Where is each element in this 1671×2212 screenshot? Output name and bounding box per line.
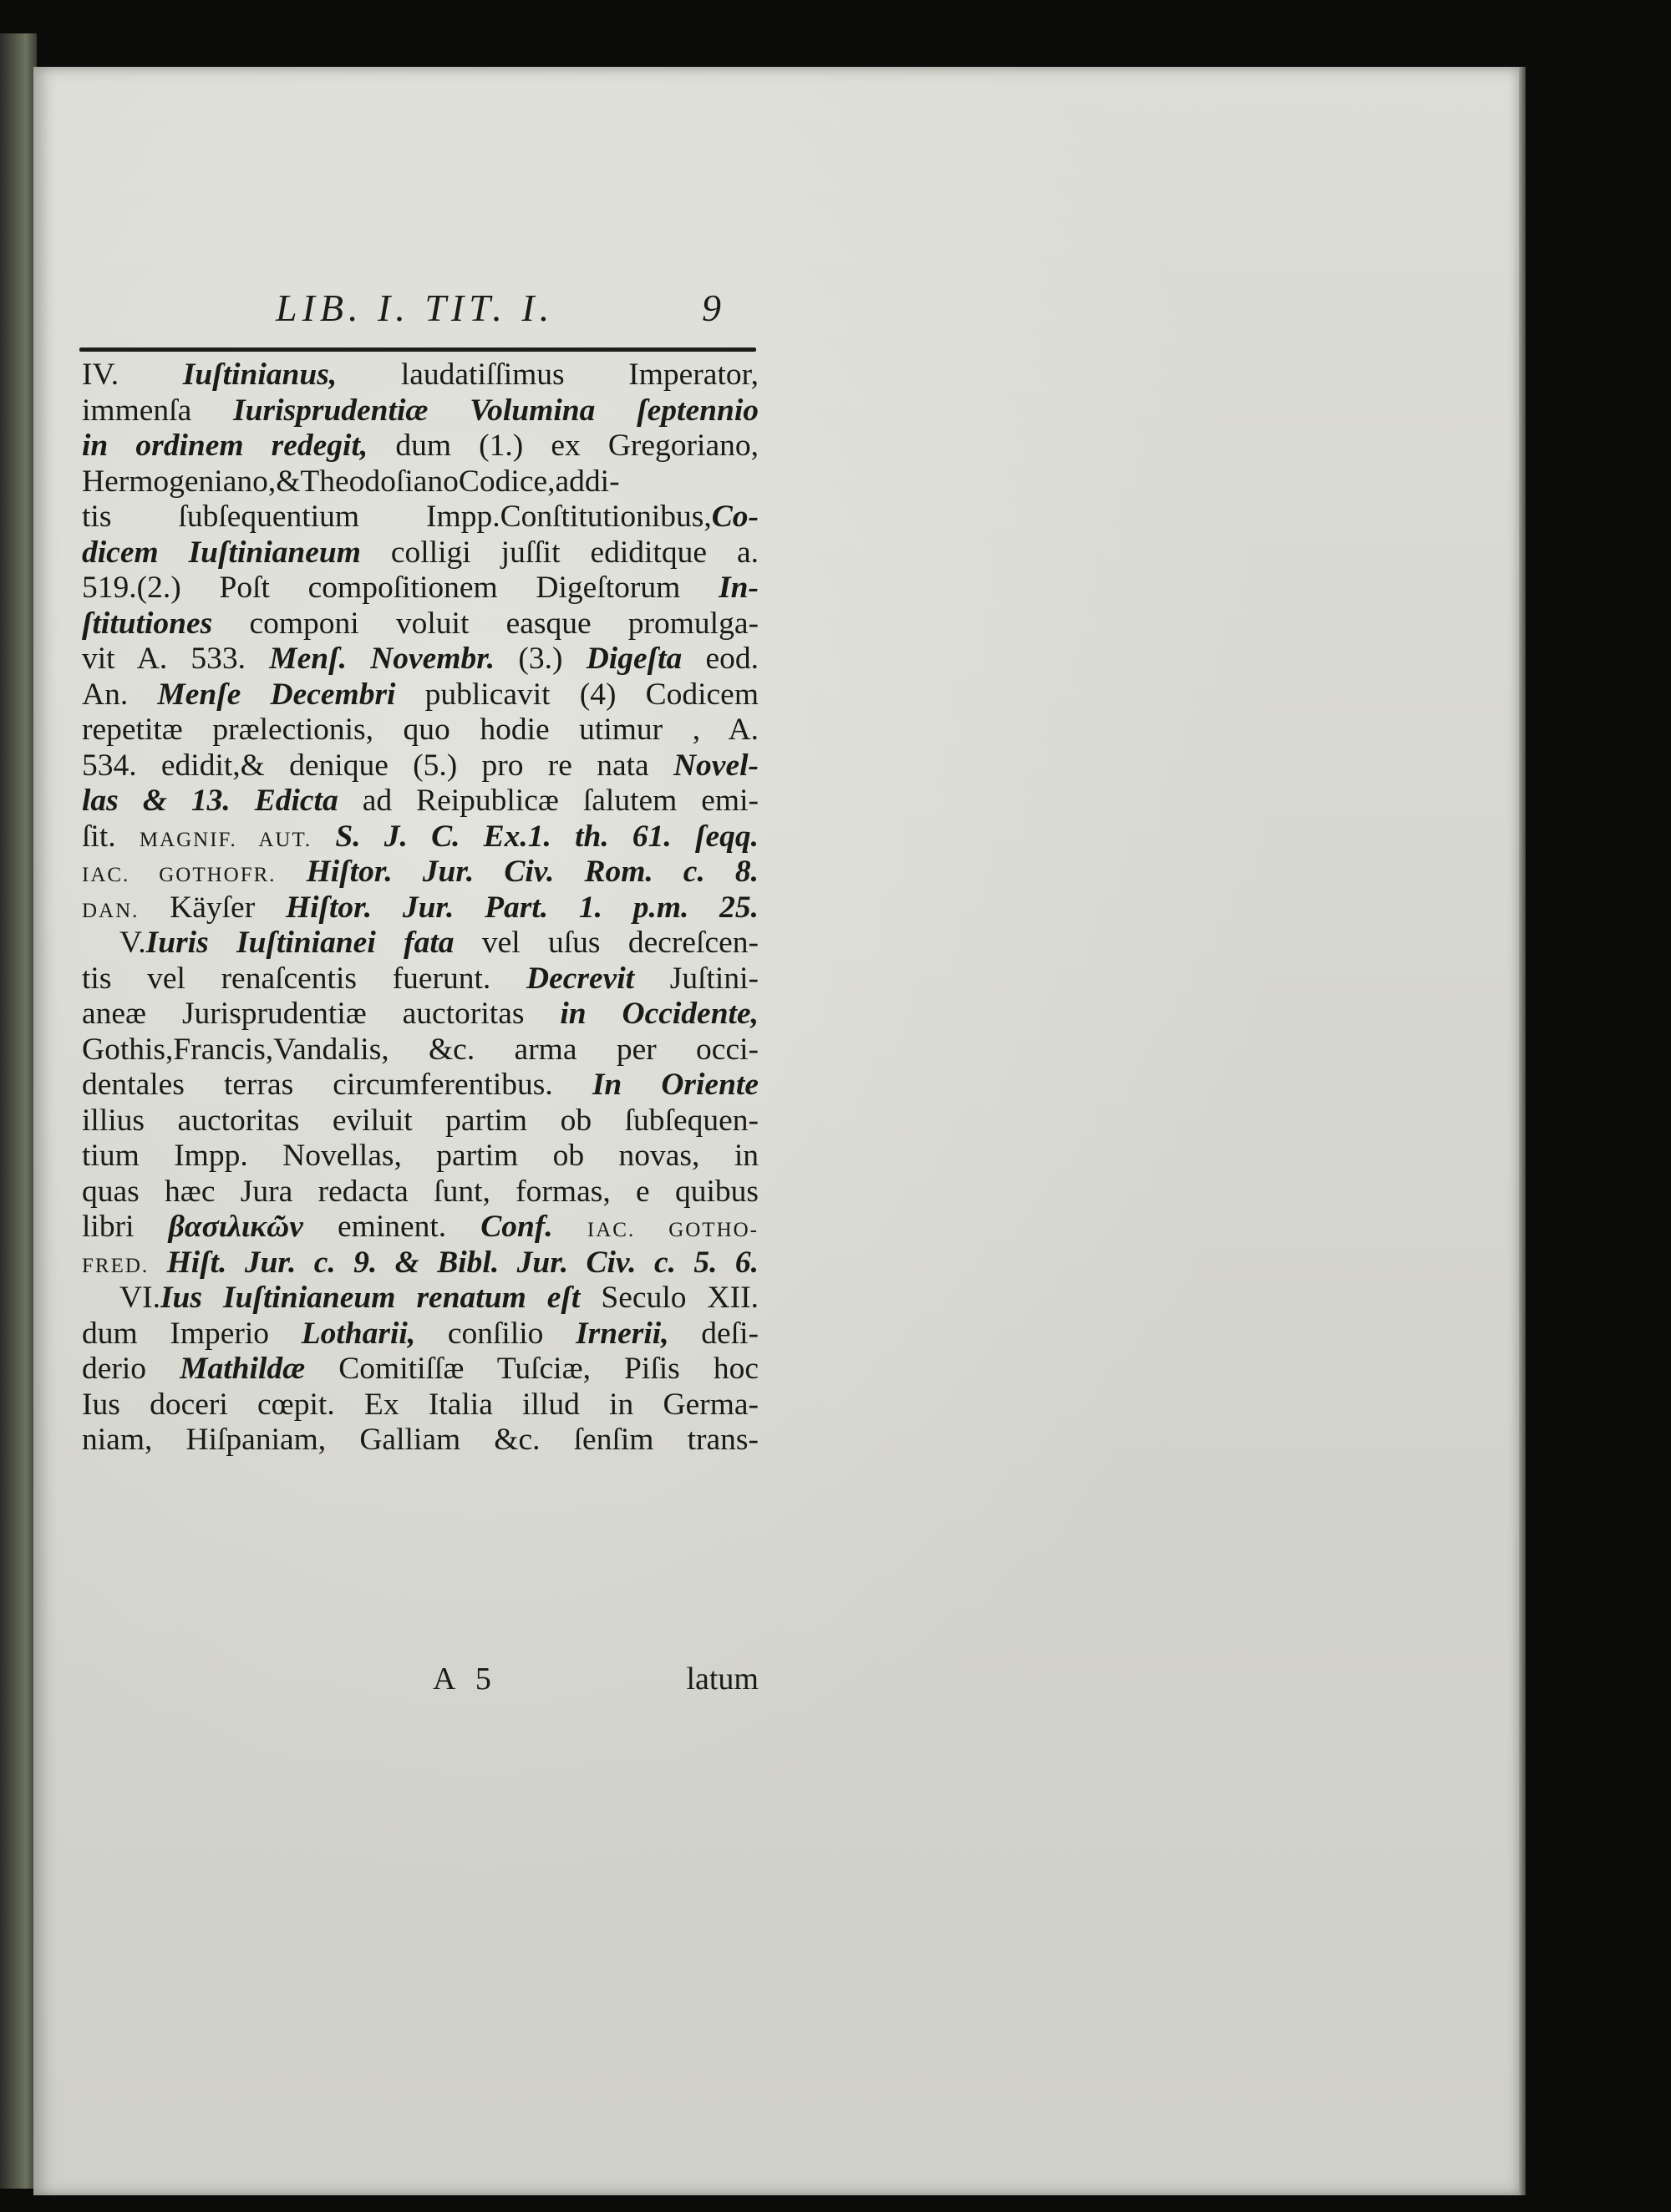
text-segment xyxy=(312,819,335,854)
italic-segment: Irnerii, xyxy=(576,1316,669,1351)
text-segment: eod. xyxy=(682,642,759,676)
italic-segment: in Occidente, xyxy=(560,997,759,1031)
italic-segment: Hiſt. Jur. c. 9. & Bibl. Jur. Civ. c. 5. 6. xyxy=(166,1245,759,1280)
text-line xyxy=(82,961,759,997)
text-line xyxy=(82,926,759,961)
text-line xyxy=(82,890,759,926)
italic-segment: In- xyxy=(719,571,759,605)
page-edge xyxy=(1519,67,1526,2195)
text-segment: Juſtini- xyxy=(634,961,759,996)
text-line xyxy=(82,464,759,500)
text-segment: deſi- xyxy=(668,1316,759,1351)
text-segment: vit A. 533. xyxy=(82,642,270,676)
page-number: 9 xyxy=(702,287,721,329)
italic-segment: dicem Iuſtinianeum xyxy=(82,535,361,570)
italic-segment: Mathildæ xyxy=(180,1352,306,1386)
text-segment: repetitæ prælectionis, quo hodie utimur , A. xyxy=(82,713,759,747)
text-segment: Ius doceri cœpit. Ex Italia illud in Germa- xyxy=(82,1387,759,1422)
text-segment: colligi juſſit ediditque a. xyxy=(360,535,759,570)
italic-segment: Ius Iuſtinianeum renatum eſt xyxy=(160,1281,581,1315)
text-segment: immenſa xyxy=(82,393,234,428)
italic-segment: Menſe Decembri xyxy=(157,677,396,712)
text-segment xyxy=(277,855,307,889)
text-line xyxy=(82,819,759,855)
text-line xyxy=(82,1423,759,1459)
text-line xyxy=(82,997,759,1032)
text-segment: IV. xyxy=(82,358,183,392)
text-segment: Comitiſſæ Tuſciæ, Piſis hoc xyxy=(305,1352,759,1386)
smallcaps-segment: IAC. GOTHO- xyxy=(587,1219,759,1241)
smallcaps-segment: IAC. GOTHOFR. xyxy=(82,864,277,886)
italic-segment: βασιλικῶν xyxy=(168,1210,303,1244)
italic-segment: Hiſtor. Jur. Part. 1. p.m. 25. xyxy=(285,890,759,925)
text-segment: publicavit (4) Codicem xyxy=(395,677,759,712)
text-segment: ſit. xyxy=(82,819,140,854)
text-segment: V. xyxy=(119,926,146,960)
text-segment: VI. xyxy=(119,1281,160,1315)
italic-segment: Novel- xyxy=(673,748,759,783)
text-line xyxy=(82,1210,759,1246)
text-segment: derio xyxy=(82,1352,180,1386)
smallcaps-segment: FRED. xyxy=(82,1254,150,1277)
book-page xyxy=(33,67,1521,2195)
text-segment: libri xyxy=(82,1210,169,1244)
text-segment: conſilio xyxy=(415,1316,576,1351)
italic-segment: Digeſta xyxy=(586,642,683,676)
text-line xyxy=(82,393,759,429)
text-line xyxy=(82,571,759,606)
italic-segment: Iurisprudentiæ Volumina ſeptennio xyxy=(233,393,759,428)
italic-segment: Conf. xyxy=(480,1210,553,1244)
text-line xyxy=(82,677,759,713)
text-line xyxy=(82,1174,759,1210)
text-line xyxy=(82,1103,759,1139)
text-segment: 519.(2.) Poſt compoſitionem Digeſtorum xyxy=(82,571,719,605)
text-segment: quas hæc Jura redacta ſunt, formas, e quibus xyxy=(82,1174,759,1209)
smallcaps-segment: DAN. xyxy=(82,899,140,922)
text-line xyxy=(82,358,759,393)
italic-segment: In Oriente xyxy=(592,1068,759,1102)
text-segment: tium Impp. Novellas, partim ob novas, in xyxy=(82,1139,759,1173)
signature-mark: A 5 xyxy=(433,1662,498,1697)
text-line xyxy=(82,855,759,890)
text-segment: dum (1.) ex Gregoriano, xyxy=(368,429,759,463)
text-line xyxy=(82,1246,759,1281)
text-line xyxy=(82,642,759,677)
text-line xyxy=(82,429,759,464)
text-line xyxy=(82,713,759,748)
running-head-title: LIB. I. TIT. I. xyxy=(276,287,555,329)
book-spine xyxy=(0,33,37,2189)
text-segment: An. xyxy=(82,677,158,712)
text-segment: laudatiſſimus Imperator, xyxy=(337,358,759,392)
italic-segment: Iuſtinianus, xyxy=(182,358,338,392)
italic-segment: in ordinem redegit, xyxy=(82,429,368,463)
italic-segment: S. J. C. Ex.1. th. 61. ſeqq. xyxy=(335,819,759,854)
running-head xyxy=(251,286,744,336)
italic-segment: Menſ. Novembr. xyxy=(269,642,495,676)
text-line xyxy=(82,500,759,535)
text-segment: niam, Hiſpaniam, Galliam &c. ſenſim trans- xyxy=(82,1423,759,1457)
text-segment: dentales terras circumferentibus. xyxy=(82,1068,592,1102)
catchword: latum xyxy=(686,1662,759,1697)
italic-segment: Lotharii, xyxy=(301,1316,416,1351)
text-line xyxy=(82,784,759,819)
text-segment: (3.) xyxy=(495,642,587,676)
text-segment: ad Reipublicæ ſalutem emi- xyxy=(338,784,759,818)
italic-segment: Hiſtor. Jur. Civ. Rom. c. 8. xyxy=(306,855,759,889)
text-line xyxy=(82,1281,759,1317)
page-footer xyxy=(82,1661,759,1702)
smallcaps-segment: MAGNIF. AUT. xyxy=(139,828,312,851)
text-segment: 534. edidit,& denique (5.) pro re nata xyxy=(82,748,673,783)
text-segment: tis ſubſequentium Impp.Conſtitutionibus, xyxy=(82,500,712,534)
text-segment: dum Imperio xyxy=(82,1316,302,1351)
header-rule xyxy=(79,348,756,352)
text-segment: eminent. xyxy=(302,1210,481,1244)
italic-segment: ſtitutiones xyxy=(82,606,213,641)
text-segment: tis vel renaſcentis fuerunt. xyxy=(82,961,526,996)
text-segment: Seculo XII. xyxy=(580,1281,759,1315)
text-line xyxy=(82,1139,759,1174)
text-line xyxy=(82,1352,759,1388)
text-segment: Käyſer xyxy=(139,890,286,925)
text-line xyxy=(82,1388,759,1423)
text-segment: vel uſus decreſcen- xyxy=(454,926,759,960)
text-line xyxy=(82,1032,759,1068)
text-line xyxy=(82,606,759,642)
body-text xyxy=(82,358,759,1459)
text-segment: Gothis,Francis,Vandalis, &c. arma per occi- xyxy=(82,1032,759,1067)
text-line xyxy=(82,748,759,784)
italic-segment: Iuris Iuſtinianei fata xyxy=(145,926,455,960)
text-segment: componi voluit easque promulga- xyxy=(212,606,759,641)
text-line xyxy=(82,1317,759,1352)
italic-segment: Decrevit xyxy=(526,961,635,996)
italic-segment: Co- xyxy=(711,500,759,534)
text-segment: Hermogeniano,&TheodoſianoCodice,addi- xyxy=(82,464,620,499)
text-line xyxy=(82,1068,759,1103)
text-segment xyxy=(553,1210,587,1244)
text-segment: illius auctoritas eviluit partim ob ſubſequen- xyxy=(82,1103,759,1138)
italic-segment: las & 13. Edicta xyxy=(82,784,338,818)
text-segment xyxy=(149,1246,166,1280)
text-segment: aneæ Jurisprudentiæ auctoritas xyxy=(82,997,561,1031)
text-line xyxy=(82,535,759,571)
